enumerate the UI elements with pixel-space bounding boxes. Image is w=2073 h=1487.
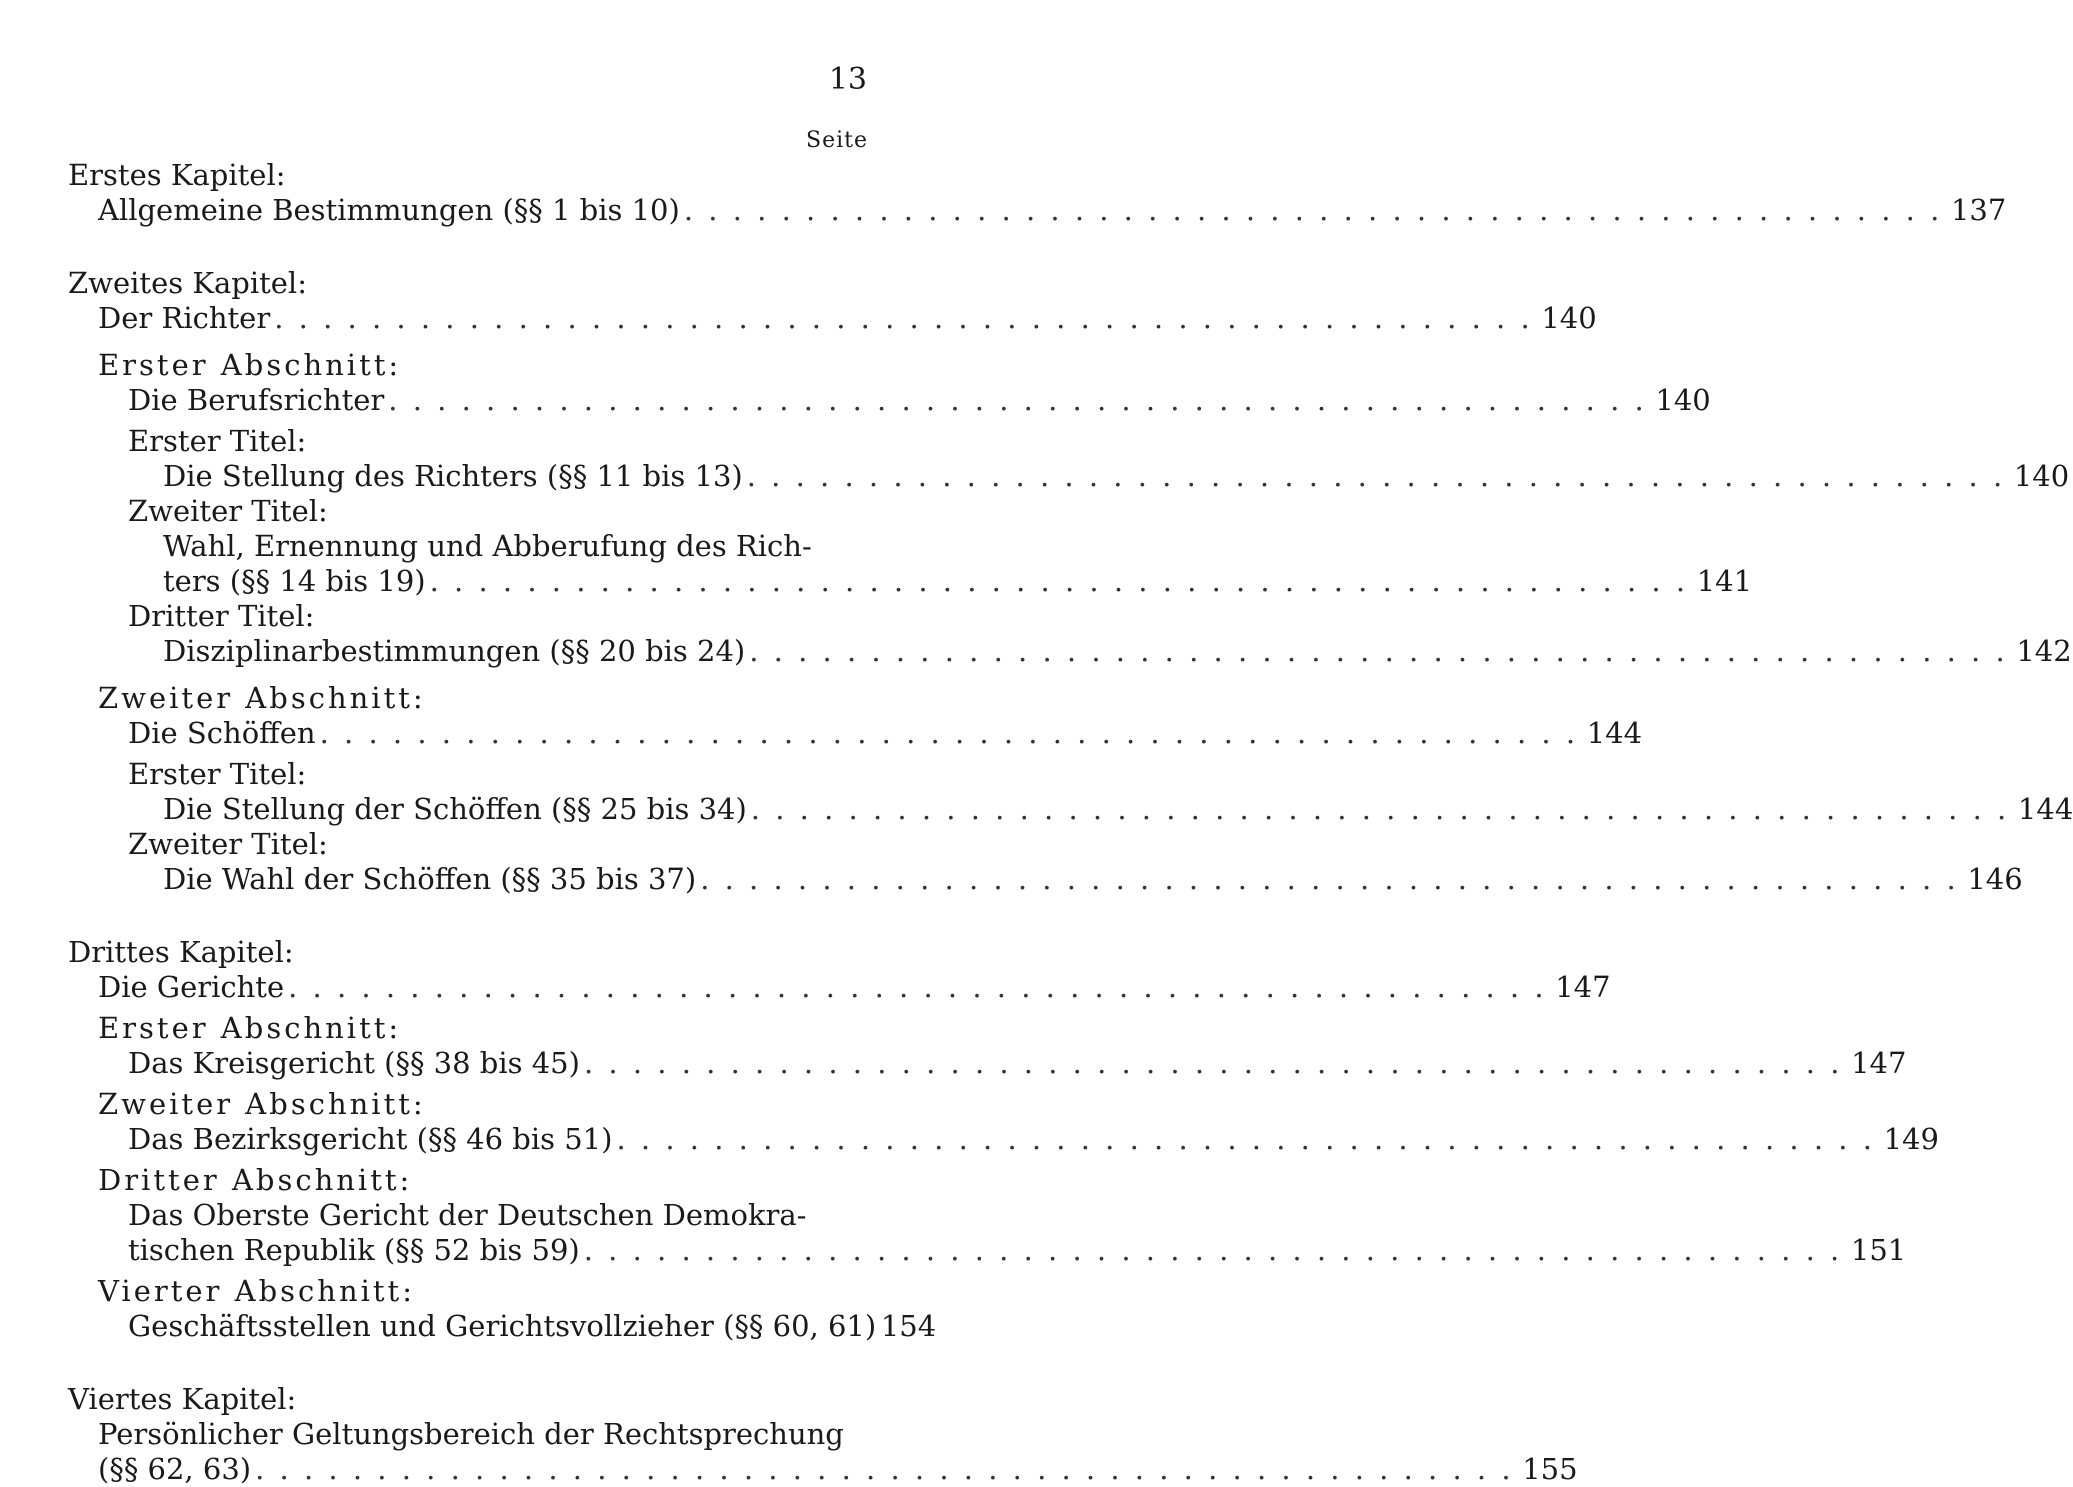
- title-heading: Erster Titel:: [128, 424, 307, 458]
- entry-title: Das Bezirksgericht (§§ 46 bis 51): [128, 1122, 613, 1156]
- leader-dots: . . . . . . . . . . . . . . . . . . . . . . . . . . . . . . . . . . . . . . . . . . . . . . . . . . . .: [319, 716, 1579, 750]
- entry-title: Das Kreisgericht (§§ 38 bis 45): [128, 1046, 580, 1080]
- section-heading: Erster Abschnitt:: [98, 1011, 402, 1045]
- leader-dots: . . . . . . . . . . . . . . . . . . . . . . . . . . . . . . . . . . . . . . . . . . . . . . . . . . . .: [700, 862, 1959, 896]
- entry-title: Die Stellung des Richters (§§ 11 bis 13): [163, 459, 743, 493]
- leader-dots: . . . . . . . . . . . . . . . . . . . . . . . . . . . . . . . . . . . . . . . . . . . . . . . . . . . .: [583, 1233, 1843, 1267]
- leader-dots: . . . . . . . . . . . . . . . . . . . . . . . . . . . . . . . . . . . . . . . . . . . . . . . . . . . .: [255, 1452, 1514, 1486]
- leader-dots: . . . . . . . . . . . . . . . . . . . . . . . . . . . . . . . . . . . . . . . . . . . . . . . . . . . .: [388, 383, 1647, 417]
- title-heading: Zweiter Titel:: [128, 827, 328, 861]
- toc-entry[interactable]: [128, 1122, 1939, 1157]
- toc-entry[interactable]: [128, 383, 1711, 418]
- title-heading: Dritter Titel:: [128, 599, 315, 633]
- entry-page: 154: [880, 1309, 937, 1343]
- toc-entry[interactable]: [128, 1309, 937, 1344]
- entry-page: 147: [1851, 1046, 1907, 1080]
- leader-dots: . . . . . . . . . . . . . . . . . . . . . . . . . . . . . . . . . . . . . . . . . . . . . . . . . . . .: [274, 301, 1533, 335]
- entry-page: 151: [1850, 1233, 1907, 1267]
- page-number: 13: [828, 62, 867, 97]
- leader-dots: . . . . . . . . . . . . . . . . . . . . . . . . . . . . . . . . . . . . . . . . . . . . . . . . . . . .: [583, 1046, 1843, 1080]
- entry-title-line: Wahl, Ernennung und Abberufung des Rich-: [163, 529, 812, 563]
- toc-entry[interactable]: [98, 301, 1597, 336]
- entry-title: Die Schöffen: [128, 716, 316, 750]
- toc-entry[interactable]: [128, 716, 1643, 751]
- toc-entry[interactable]: [163, 459, 2070, 494]
- leader-dots: . . . . . . . . . . . . . . . . . . . . . . . . . . . . . . . . . . . . . . . . . . . . . . . . . . . .: [288, 970, 1547, 1004]
- section-heading: Erster Abschnitt:: [98, 348, 402, 382]
- toc-entry[interactable]: [98, 1452, 1578, 1487]
- toc-entry[interactable]: [163, 634, 2072, 669]
- leader-dots: . . . . . . . . . . . . . . . . . . . . . . . . . . . . . . . . . . . . . . . . . . . . . . . . . . . .: [683, 193, 1943, 227]
- section-heading: Dritter Abschnitt:: [98, 1163, 413, 1197]
- entry-title-line: Persönlicher Geltungsbereich der Rechtsprechung: [98, 1417, 844, 1451]
- entry-page: 140: [1541, 301, 1597, 335]
- entry-page: 147: [1555, 970, 1611, 1004]
- toc-entry[interactable]: [163, 792, 2073, 827]
- entry-title: Disziplinarbestimmungen (§§ 20 bis 24): [163, 634, 746, 668]
- leader-dots: . . . . . . . . . . . . . . . . . . . . . . . . . . . . . . . . . . . . . . . . . . . . . . . . . . . .: [616, 1122, 1875, 1156]
- chapter-heading: Drittes Kapitel:: [68, 935, 294, 969]
- entry-title: Die Wahl der Schöffen (§§ 35 bis 37): [163, 862, 697, 896]
- entry-page: 155: [1522, 1452, 1578, 1486]
- entry-page: 146: [1967, 862, 2023, 896]
- toc-entry[interactable]: [128, 1046, 1907, 1081]
- chapter-heading: Zweites Kapitel:: [68, 266, 307, 300]
- entry-title: tischen Republik (§§ 52 bis 59): [128, 1233, 580, 1267]
- table-of-contents: [68, 158, 2073, 1487]
- chapter-heading: Erstes Kapitel:: [68, 158, 286, 192]
- entry-title: Der Richter: [98, 301, 271, 335]
- page-column-label: Seite: [806, 128, 868, 153]
- toc-entry[interactable]: [98, 970, 1611, 1005]
- section-heading: Zweiter Abschnitt:: [98, 1087, 426, 1121]
- entry-page: 149: [1883, 1122, 1939, 1156]
- entry-title: Die Stellung der Schöffen (§§ 25 bis 34): [163, 792, 747, 826]
- title-heading: Zweiter Titel:: [128, 494, 328, 528]
- entry-title: (§§ 62, 63): [98, 1452, 252, 1486]
- toc-entry[interactable]: [128, 1233, 1907, 1268]
- entry-page: 140: [2013, 459, 2070, 493]
- toc-entry[interactable]: [163, 862, 2023, 897]
- leader-dots: . . . . . . . . . . . . . . . . . . . . . . . . . . . . . . . . . . . . . . . . . . . . . . . . . . . .: [429, 564, 1689, 598]
- entry-title: Geschäftsstellen und Gerichtsvollzieher (§§ 60, 61): [128, 1309, 877, 1343]
- toc-entry[interactable]: [163, 564, 1753, 599]
- entry-title: Die Gerichte: [98, 970, 285, 1004]
- leader-dots: . . . . . . . . . . . . . . . . . . . . . . . . . . . . . . . . . . . . . . . . . . . . . . . . . . . .: [746, 459, 2006, 493]
- entry-title: Allgemeine Bestimmungen (§§ 1 bis 10): [98, 193, 680, 227]
- entry-page: 140: [1655, 383, 1711, 417]
- entry-title-line: Das Oberste Gericht der Deutschen Demokra-: [128, 1198, 807, 1232]
- leader-dots: . . . . . . . . . . . . . . . . . . . . . . . . . . . . . . . . . . . . . . . . . . . . . . . . . . . .: [750, 792, 2010, 826]
- entry-page: 144: [2017, 792, 2073, 826]
- entry-title: Die Berufsrichter: [128, 383, 385, 417]
- chapter-heading: Viertes Kapitel:: [68, 1382, 297, 1416]
- entry-page: 142: [2016, 634, 2072, 668]
- leader-dots: . . . . . . . . . . . . . . . . . . . . . . . . . . . . . . . . . . . . . . . . . . . . . . . . . . . .: [749, 634, 2008, 668]
- entry-title: ters (§§ 14 bis 19): [163, 564, 426, 598]
- entry-page: 144: [1586, 716, 1643, 750]
- title-heading: Erster Titel:: [128, 757, 307, 791]
- section-heading: Vierter Abschnitt:: [98, 1274, 415, 1308]
- entry-page: 141: [1696, 564, 1753, 598]
- entry-page: 137: [1950, 193, 2007, 227]
- section-heading: Zweiter Abschnitt:: [98, 681, 426, 715]
- toc-entry[interactable]: [98, 193, 2007, 228]
